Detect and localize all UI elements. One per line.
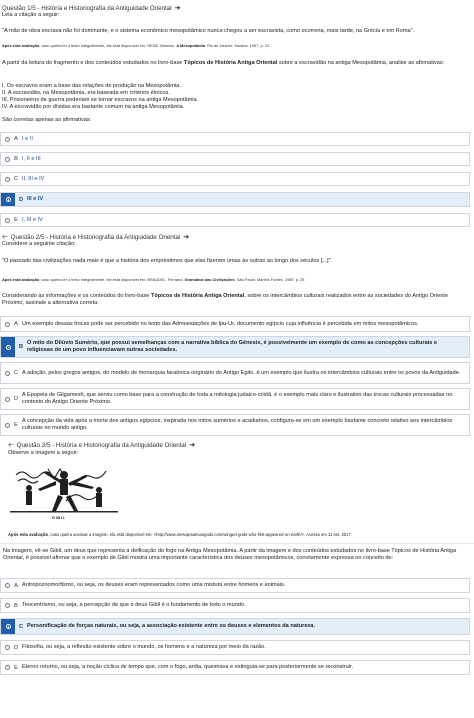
option-text: II, III e IV bbox=[22, 175, 45, 182]
option-letter: C bbox=[13, 370, 19, 376]
option-letter: B bbox=[14, 602, 18, 609]
statement-3: III. Prisioneiros de guerra poderiam se tornar escravos na antiga Mesopotâmia. bbox=[2, 97, 199, 103]
option-letter: D bbox=[18, 196, 24, 203]
option-letter: E bbox=[14, 217, 18, 223]
q3-option-b[interactable] bbox=[0, 598, 470, 613]
question-2-prompt bbox=[2, 293, 470, 307]
arrow-right-icon[interactable]: ➔ bbox=[174, 5, 181, 12]
option-text: Eterno retorno, ou seja, a noção cíclica de tempo que, com o fogo, ardia, queimava e extinguia-se para posteriormente se reconstruir. bbox=[22, 664, 354, 670]
question-1-prompt bbox=[2, 60, 470, 67]
option-text: I, II e III bbox=[22, 155, 41, 162]
radio-selected-icon[interactable] bbox=[6, 624, 11, 629]
option-letter: B bbox=[18, 344, 24, 350]
question-1-source bbox=[2, 43, 470, 48]
question-3-prompt: Na imagem, vê-se Gibil, um deus que representa a deificação do fogo na Antiga Mesopotâmia. A partir da imagem e dos conteúdos estudados no livro-base Tópicos de História Antiga Oriental, é possível afirmar que o exemplo de Gibil mostra uma importante característica dos deuses mesopotâmicos, corretamente expressa no conceito de: bbox=[3, 548, 457, 562]
question-1-title-text: Questão 1/5 - História e Historiografia da Antiguidade Oriental bbox=[2, 5, 172, 12]
option-letter: E bbox=[14, 422, 18, 428]
q2-option-b[interactable] bbox=[0, 336, 470, 358]
question-1-intro: Leia a citação a seguir: bbox=[2, 12, 60, 18]
q1-option-d[interactable] bbox=[0, 192, 470, 207]
selected-marker[interactable] bbox=[1, 619, 15, 634]
q1-option-a[interactable] bbox=[0, 132, 470, 146]
option-letter: D bbox=[13, 396, 19, 402]
option-text: Filosofia, ou seja, a reflexão existente sobre o mundo, os homens e a natureza por meio da razão. bbox=[22, 644, 266, 650]
source-book: Gramática das Civilizações bbox=[184, 277, 235, 282]
q3-option-a[interactable] bbox=[0, 578, 470, 593]
option-letter: E bbox=[14, 664, 18, 671]
option-text: Teocentrismo, ou seja, a percepção de que o deus Gibil é o fundamento de todo o mundo. bbox=[22, 602, 246, 608]
q1-option-c[interactable] bbox=[0, 172, 470, 186]
arrow-left-icon[interactable]: 🡠 bbox=[8, 442, 14, 449]
q2-option-e[interactable] bbox=[0, 414, 470, 436]
option-letter: C bbox=[18, 623, 24, 630]
arrow-left-icon[interactable]: 🡠 bbox=[2, 234, 8, 241]
question-2-source bbox=[2, 277, 470, 282]
selected-marker[interactable] bbox=[1, 193, 15, 206]
source-mid: , caso queira ler o texto integralmente, ele está disponível em: BRAUDEL, Fernand. bbox=[39, 277, 185, 282]
q1-option-e[interactable] bbox=[0, 213, 470, 227]
question-3-caption bbox=[8, 532, 474, 537]
caption-prefix: Após esta avaliação bbox=[8, 532, 49, 537]
q3-option-e[interactable] bbox=[0, 660, 470, 675]
source-tail: . São Paulo: Martins Fontes, 1989. p. 29. bbox=[234, 277, 306, 282]
prompt-part-b: sobre a escravidão na antiga Mesopotâmia, analise as afirmativas: bbox=[277, 60, 445, 66]
option-text: Um exemplo dessas trocas pode ser percebido no texto das Admoestações de Ipu-Ur, documento egípcio cuja influência é percebida em mitos mesopotâmicos. bbox=[22, 320, 419, 327]
arrow-right-icon[interactable]: ➔ bbox=[183, 234, 190, 241]
source-mid: , caso queira ler o texto integralmente, ele está disponível em: REDE, Marcelo. bbox=[39, 43, 177, 48]
image-label: GIBIL bbox=[52, 515, 66, 520]
q2-option-a[interactable] bbox=[0, 316, 470, 332]
radio-selected-icon[interactable] bbox=[6, 345, 11, 350]
option-letter: A bbox=[14, 582, 18, 589]
gibil-relief-image bbox=[8, 461, 120, 521]
option-letter: B bbox=[14, 156, 18, 162]
option-text: A Epopeia de Gilgamesh, que serviu como base para a construção de toda a mitologia judaico-cristã, é o exemplo mais claro e ilustrativo das trocas culturais processadas no contexto do Antigo Oriente Próximo. bbox=[22, 392, 453, 405]
q2-option-d[interactable] bbox=[0, 388, 470, 410]
prompt-book: Tópicos de História Antiga Oriental bbox=[183, 60, 278, 66]
question-2-quote: "O passado das civilizações nada mais é que a história dos empréstimos que elas fizeram umas às outras ao longo dos séculos [...]". bbox=[2, 258, 333, 264]
option-text: Personificação de forças naturais, ou seja, a associação existente entre os deuses e elementos da natureza. bbox=[27, 623, 315, 629]
arrow-right-icon[interactable]: ➔ bbox=[189, 442, 196, 449]
q2-option-c[interactable] bbox=[0, 362, 470, 384]
question-3-title-text: Questão 3/5 - História e Historiografia da Antiguidade Oriental bbox=[16, 442, 187, 449]
option-text: A concepção da vida após a morte dos antigos egípcios, inspirada nos mitos sumérios e acadianos, configura-se em um exemplo bastante concreto relativo aos intercâmbios culturais no mundo antigo. bbox=[22, 418, 453, 431]
q3-option-c[interactable] bbox=[0, 618, 470, 635]
option-text: A adoção, pelos gregos antigos, do modelo de monarquia faraônica originário do Antigo Egito, é um exemplo que ilustra os intercâmbios culturais entre os povos da Antiguidade. bbox=[22, 369, 461, 376]
question-2-title-text: Questão 2/5 - História e Historiografia da Antiguidade Oriental bbox=[10, 234, 181, 241]
source-book: A Mesopotâmia bbox=[176, 43, 205, 48]
q1-option-b[interactable] bbox=[0, 152, 470, 166]
prompt-part-a: Considerando as informações e os conteúdos do livro-base bbox=[2, 293, 151, 299]
statement-4: IV. A escravidão por dívidas era bastante comum na antiga Mesopotâmia. bbox=[2, 104, 185, 110]
question-1-quote: "A mão de obra escrava não foi dominante, e o sistema econômico mesopotâmico nunca chegou a ser escravista, como ocorreria, mais tarde, na Grécia e em Roma". bbox=[2, 28, 415, 34]
statement-2: II. A escravidão, na Mesopotâmia, era baseada em critérios étnicos. bbox=[2, 90, 170, 96]
question-1-ask: São corretas apenas as afirmativas: bbox=[2, 117, 92, 123]
prompt-part-a: A partir da leitura do fragmento e dos conteúdos estudados no livro-base bbox=[2, 60, 184, 66]
option-text: III e IV bbox=[27, 196, 44, 202]
divider bbox=[0, 543, 474, 544]
statement-1: I. Os escravos eram a base das relações de produção na Mesopotâmia. bbox=[2, 83, 181, 89]
question-3-intro: Observe a imagem a seguir: bbox=[8, 450, 79, 456]
question-1-title bbox=[2, 4, 180, 12]
option-letter: A bbox=[14, 321, 18, 327]
prompt-book: Tópicos de História Antiga Oriental bbox=[150, 293, 245, 299]
q3-option-d[interactable] bbox=[0, 640, 470, 655]
option-text: Antropozoomorfismo, ou seja, os deuses eram representados como uma mistura entre homens e animais. bbox=[22, 582, 286, 588]
prompt-part-b: , sobre os intercâmbios culturais realizados entre as sociedades do Antigo Oriente Próximo, assinale a alternativa correta: bbox=[2, 293, 448, 307]
option-text: O mito do Dilúvio Sumério, que possui semelhanças com a narrativa bíblica do Gênesis, é possivelmente um exemplo de como as concepções culturais e religiosas de um povo influenciavam outras sociedades. bbox=[27, 340, 438, 353]
option-letter: C bbox=[13, 176, 19, 182]
option-letter: A bbox=[14, 136, 18, 142]
source-prefix: Após esta avaliação bbox=[2, 43, 40, 48]
option-letter: D bbox=[13, 644, 19, 651]
question-2-intro: Considere a seguinte citação: bbox=[2, 241, 76, 247]
radio-selected-icon[interactable] bbox=[6, 197, 11, 202]
caption-rest: , caso queira acessar a imagem, ela está disponível em: <http://www.mesopotamiangods.com/winged-gods-who-first-appeared-on-earth/>. Acesso em 11 set. 2017. bbox=[48, 532, 352, 537]
source-tail: . Rio de Janeiro: Saraiva, 1997. p. 22. bbox=[204, 43, 271, 48]
option-text: I e II bbox=[22, 135, 33, 142]
selected-marker[interactable] bbox=[1, 337, 15, 357]
source-prefix: Após esta avaliação bbox=[2, 277, 40, 282]
option-text: I, III e IV bbox=[22, 216, 43, 223]
